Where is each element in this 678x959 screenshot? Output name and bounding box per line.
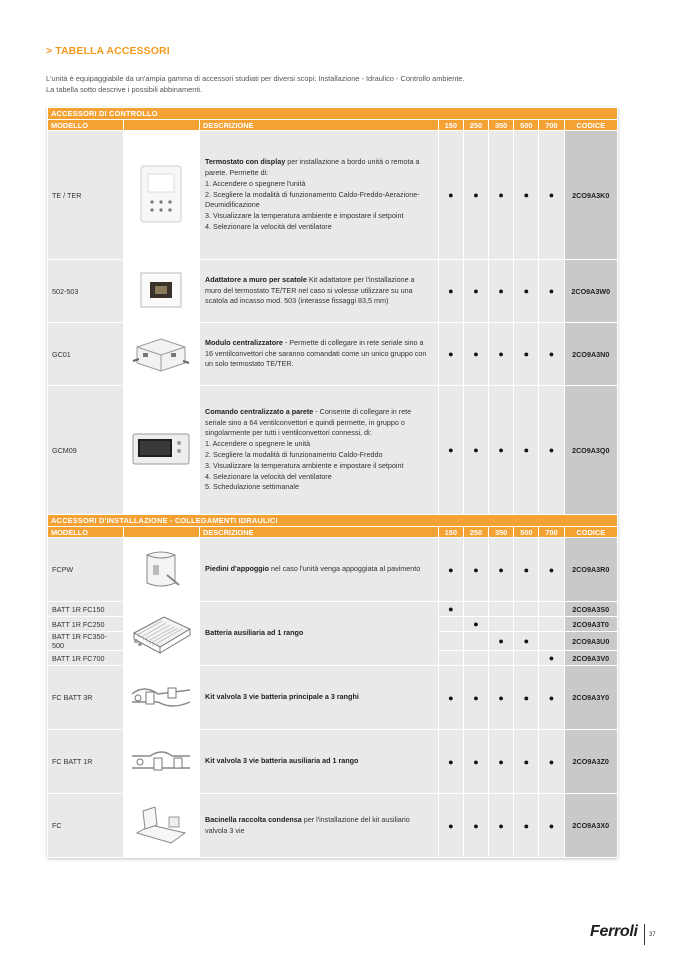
size-dot: ● (464, 666, 488, 729)
product-image (124, 794, 200, 857)
size-dot: ● (489, 632, 513, 650)
accessory-description (200, 131, 438, 259)
size-dot: ● (464, 260, 488, 322)
drip-tray-icon (131, 840, 191, 849)
size-dot: ● (489, 386, 513, 514)
product-image (124, 666, 200, 729)
size-dot (514, 602, 538, 616)
product-code: 2CO9A3X0 (565, 794, 617, 857)
column-header-row (48, 120, 617, 130)
thermostat-icon (138, 217, 184, 226)
size-dot: ● (439, 730, 463, 793)
brand-name: Ferroli (590, 923, 638, 940)
header-700: 700 (539, 120, 563, 130)
table-row (48, 260, 617, 322)
size-dot (514, 617, 538, 631)
size-dot: ● (439, 323, 463, 385)
aux-coil-icon (128, 648, 194, 657)
product-code: 2CO9A3S0 (565, 602, 617, 616)
header-250: 250 (464, 527, 488, 537)
model-name: BATT 1R FC250 (48, 617, 123, 631)
ferroli-logo (590, 923, 638, 941)
size-dot: ● (539, 260, 563, 322)
size-dot (439, 651, 463, 665)
model-name: BATT 1R FC350-500 (48, 632, 123, 650)
page-divider (644, 924, 645, 945)
size-dot: ● (514, 131, 538, 259)
product-code: 2CO9A3U0 (565, 632, 617, 650)
size-dot: ● (489, 538, 513, 601)
product-image (124, 131, 200, 259)
header-350: 350 (489, 527, 513, 537)
size-dot (539, 617, 563, 631)
size-dot: ● (489, 794, 513, 857)
size-dot: ● (464, 386, 488, 514)
size-dot: ● (539, 386, 563, 514)
size-dot: ● (439, 260, 463, 322)
size-dot: ● (539, 538, 563, 601)
header-image (124, 120, 200, 130)
header-500: 500 (514, 120, 538, 130)
size-dot: ● (464, 131, 488, 259)
header-700: 700 (539, 527, 563, 537)
accessory-description (200, 666, 438, 729)
product-code: 2CO9A3V0 (565, 651, 617, 665)
description-title: Batteria ausiliaria ad 1 rango (205, 628, 304, 638)
description-title: Comando centralizzato a parete (205, 406, 314, 416)
header-code: CODICE (565, 527, 617, 537)
size-dot: ● (514, 632, 538, 650)
model-name: BATT 1R FC150 (48, 602, 123, 616)
accessories-table (47, 107, 618, 858)
header-150: 150 (439, 527, 463, 537)
product-code: 2CO9A3Q0 (565, 386, 617, 514)
table-row (48, 131, 617, 259)
size-dot (489, 651, 513, 665)
size-dot (464, 602, 488, 616)
description-title: Modulo centralizzatore (205, 337, 283, 347)
column-header-row (48, 527, 617, 537)
accessory-description (200, 260, 438, 322)
size-dot: ● (439, 794, 463, 857)
product-image (124, 323, 200, 385)
size-dot (464, 651, 488, 665)
section-title: > TABELLA ACCESSORI (46, 45, 170, 57)
size-dot: ● (489, 323, 513, 385)
size-dot (489, 617, 513, 631)
product-code: 2CO9A3N0 (565, 323, 617, 385)
product-image (124, 730, 200, 793)
accessory-description (200, 323, 438, 385)
model-name: 502-503 (48, 260, 123, 322)
accessory-description (200, 386, 438, 514)
size-dot: ● (464, 538, 488, 601)
header-description: DESCRIZIONE (200, 120, 438, 130)
size-dot: ● (514, 730, 538, 793)
size-dot (439, 632, 463, 650)
intro-line-1: L'unità è equipaggiabile da un'ampia gamma di accessori studiati per diversi scopi: Installazione - Idraulico - Controllo ambiente. (46, 74, 465, 83)
size-dot: ● (489, 730, 513, 793)
product-code: 2CO9A3Y0 (565, 666, 617, 729)
description-title: Adattatore a muro per scatole (205, 274, 307, 284)
table-row (48, 602, 617, 616)
size-dot: ● (539, 323, 563, 385)
size-dot: ● (514, 666, 538, 729)
accessory-description (200, 538, 438, 601)
header-350: 350 (489, 120, 513, 130)
description-title: Bacinella raccolta condensa (205, 814, 302, 824)
description-text: Kit adattatore per l'installazione a muro del termostato TE/TER nel caso si volesse utilizzare su una scatola ad incasso mod. 503 (interasse fissaggi 83,5 mm) (205, 274, 415, 306)
group-banner-label: ACCESSORI DI CONTROLLO (48, 108, 617, 119)
size-dot: ● (514, 386, 538, 514)
product-image (124, 602, 200, 665)
size-dot: ● (464, 794, 488, 857)
size-dot: ● (464, 730, 488, 793)
description-text: per l'installazione del kit ausiliario valvola 3 vie (205, 814, 410, 835)
header-model: MODELLO (48, 120, 123, 130)
size-dot: ● (464, 617, 488, 631)
accessory-description (200, 730, 438, 793)
header-500: 500 (514, 527, 538, 537)
table-row (48, 794, 617, 857)
description-title: Termostato con display (205, 157, 286, 167)
size-dot: ● (539, 651, 563, 665)
size-dot (439, 617, 463, 631)
header-model: MODELLO (48, 527, 123, 537)
header-description: DESCRIZIONE (200, 527, 438, 537)
product-code: 2CO9A3R0 (565, 538, 617, 601)
size-dot: ● (539, 131, 563, 259)
valve-kit-3r-icon (128, 707, 194, 716)
table-row (48, 386, 617, 514)
header-250: 250 (464, 120, 488, 130)
page-number: 37 (649, 932, 656, 938)
description-title: Kit valvola 3 vie batteria principale a 3 ranghi (205, 692, 359, 702)
size-dot: ● (439, 666, 463, 729)
group-banner-label: ACCESSORI D'INSTALLAZIONE - COLLEGAMENTI IDRAULICI (48, 515, 617, 526)
size-dot: ● (514, 323, 538, 385)
product-code: 2CO9A3K0 (565, 131, 617, 259)
size-dot: ● (489, 666, 513, 729)
size-dot: ● (439, 602, 463, 616)
size-dot: ● (514, 538, 538, 601)
description-text: - Consente di collegare in rete seriale sino a 64 ventilconvettori e quindi permette, in gruppo o singolarmente per tutti i ventilconvettori connessi, di: 1. Accendere o spegnere le unità 2. Scegliere la modalità di funzionamento Caldo-Freddo 3. Visualizzare la temperatura ambiente e impostare il setpoint 4. Selezionare la velocità del ventilatore 5. Schedulazione settimanale (205, 406, 412, 492)
support-feet-icon (137, 586, 185, 595)
size-dot: ● (539, 666, 563, 729)
table-row (48, 730, 617, 793)
description-text: nel caso l'unità venga appoggiata al pavimento (269, 564, 421, 574)
table-row (48, 538, 617, 601)
size-dot: ● (439, 538, 463, 601)
product-code: 2CO9A3Z0 (565, 730, 617, 793)
size-dot (489, 602, 513, 616)
central-control-icon (131, 459, 191, 468)
product-image (124, 260, 200, 322)
group-banner (48, 515, 617, 526)
size-dot: ● (489, 131, 513, 259)
description-text: - Permette di collegare in rete seriale sino a 16 ventilconvettori che saranno comandati come un unico gruppo con un solo termostato TE/TER. (205, 337, 427, 369)
accessory-description (200, 602, 438, 665)
model-name: FC BATT 1R (48, 730, 123, 793)
size-dot: ● (539, 730, 563, 793)
size-dot: ● (514, 794, 538, 857)
table-row (48, 323, 617, 385)
product-code: 2CO9A3T0 (565, 617, 617, 631)
size-dot (464, 632, 488, 650)
header-image (124, 527, 200, 537)
product-image (124, 538, 200, 601)
group-banner (48, 108, 617, 119)
intro-text (46, 73, 606, 95)
description-title: Piedini d'appoggio (205, 564, 270, 574)
size-dot: ● (464, 323, 488, 385)
size-dot: ● (489, 260, 513, 322)
model-name: FC BATT 3R (48, 666, 123, 729)
accessory-description (200, 794, 438, 857)
description-title: Kit valvola 3 vie batteria ausiliaria ad 1 rango (205, 756, 359, 766)
size-dot: ● (539, 794, 563, 857)
model-name: GCM09 (48, 386, 123, 514)
intro-line-2: La tabella sotto descrive i possibili abbinamenti. (46, 85, 203, 94)
size-dot (539, 602, 563, 616)
central-module-icon (131, 366, 191, 375)
product-image (124, 386, 200, 514)
wall-adapter-icon (138, 303, 184, 312)
size-dot: ● (439, 386, 463, 514)
valve-kit-1r-icon (128, 771, 194, 780)
size-dot: ● (514, 260, 538, 322)
model-name: TE / TER (48, 131, 123, 259)
header-150: 150 (439, 120, 463, 130)
size-dot (514, 651, 538, 665)
model-name: GC01 (48, 323, 123, 385)
product-code: 2CO9A3W0 (565, 260, 617, 322)
model-name: FC (48, 794, 123, 857)
table-row (48, 666, 617, 729)
size-dot: ● (439, 131, 463, 259)
header-code: CODICE (565, 120, 617, 130)
description-text: per installazione a bordo unità o remota a parete. Permette di: 1. Accendere o spegnere l'unità 2. Scegliere la modalità di funzionamento Caldo-Freddo-Aerazione-Deumidificazione 3. Visualizzare la temperatura ambiente e impostare il setpoint 4. Selezionare la velocità del ventilatore (205, 157, 420, 231)
size-dot (539, 632, 563, 650)
model-name: FCPW (48, 538, 123, 601)
model-name: BATT 1R FC700 (48, 651, 123, 665)
